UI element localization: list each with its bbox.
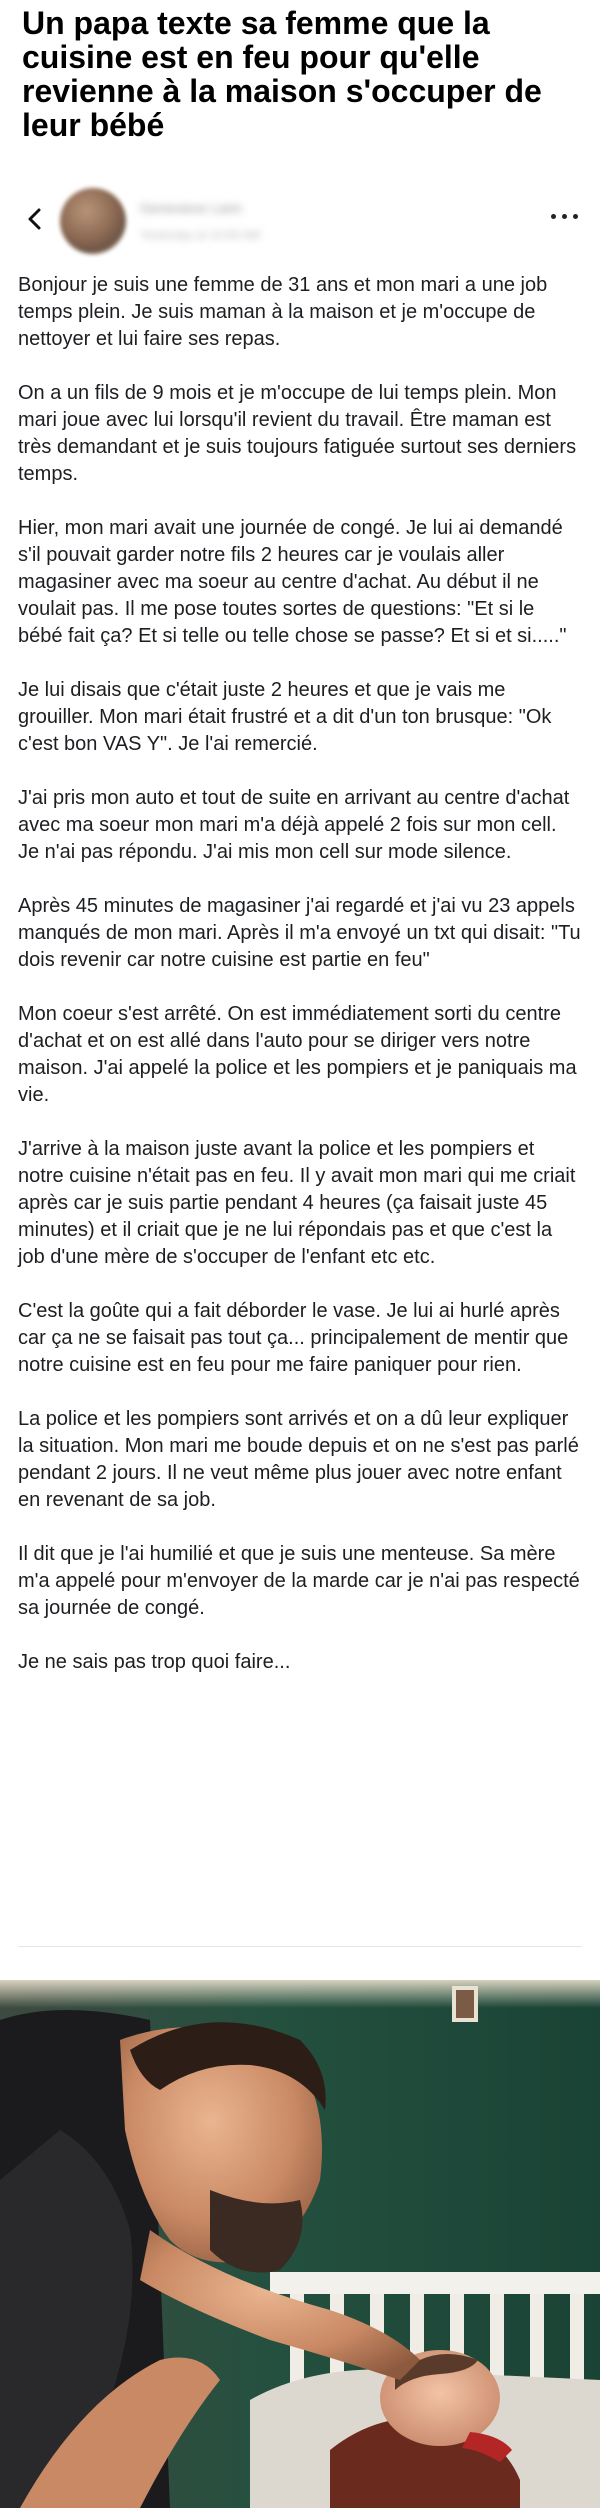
post-body — [18, 272, 582, 1676]
post-paragraph: Mon coeur s'est arrêté. On est immédiatement sorti du centre d'achat et on est allé dans l'auto pour se diriger vers notre maison. J'ai appelé la police et les pompiers et je paniquais ma vie. — [18, 1003, 577, 1106]
post-paragraph: Après 45 minutes de magasiner j'ai regardé et j'ai vu 23 appels manqués de mon mari. Après il m'a envoyé un txt qui disait: "Tu dois revenir car notre cuisine est partie en feu" — [18, 895, 581, 971]
post-paragraph: La police et les pompiers sont arrivés et on a dû leur expliquer la situation. Mon mari me boude depuis et on ne s'est pas parlé pendant 2 jours. Il ne veut même plus jouer avec notre enfant en revenant de sa job. — [18, 1408, 579, 1511]
post-paragraph: J'arrive à la maison juste avant la police et les pompiers et notre cuisine n'était pas en feu. Il y avait mon mari qui me criait après car je suis partie pendant 4 heures (ça faisait juste 45 minutes) et il criait que je ne lui répondais pas et que c'est la job d'une mère de s'occuper de l'enfant etc etc. — [18, 1138, 576, 1268]
article-headline: Un papa texte sa femme que la cuisine est en feu pour qu'elle revienne à la maison s'occuper de leur bébé — [22, 5, 542, 143]
post-paragraph: J'ai pris mon auto et tout de suite en arrivant au centre d'achat avec ma soeur mon mari m'a déjà appelé 2 fois sur mon cell. Je n'ai pas répondu. J'ai mis mon cell sur mode silence. — [18, 787, 570, 863]
post-paragraph: C'est la goûte qui a fait déborder le vase. Je lui ai hurlé après car ça ne se faisait pas tout ça... principalement de mentir que notre cuisine est en feu pour me faire paniquer pour rien. — [18, 1300, 569, 1376]
post-paragraph: Je lui disais que c'était juste 2 heures et que je vais me grouiller. Mon mari était frustré et a dit d'un ton brusque: "Ok c'est bon VAS Y". Je l'ai remercié. — [18, 679, 552, 755]
post-header — [0, 172, 600, 270]
post-paragraph: Il dit que je l'ai humilié et que je suis une menteuse. Sa mère m'a appelé pour m'envoyer de la marde car je n'ai pas respecté sa journée de congé. — [18, 1543, 580, 1619]
post-paragraph: Je ne sais pas trop quoi faire... — [18, 1651, 291, 1673]
post-paragraph: On a un fils de 9 mois et je m'occupe de lui temps plein. Mon mari joue avec lui lorsqu'il revient du travail. Être maman est très demandant et je suis toujours fatiguée surtout ses derniers temps. — [18, 382, 577, 485]
post-paragraph: Bonjour je suis une femme de 31 ans et mon mari a une job temps plein. Je suis maman à la maison et je m'occupe de nettoyer et lui faire ses repas. — [18, 274, 548, 350]
avatar[interactable] — [60, 188, 126, 254]
chevron-left-icon[interactable] — [20, 204, 50, 234]
divider — [18, 1946, 582, 1947]
father-and-baby-photo — [0, 1980, 600, 2508]
post-paragraph: Hier, mon mari avait une journée de congé. Je lui ai demandé s'il pouvait garder notre fils 2 heures car je voulais aller magasiner avec ma soeur au centre d'achat. Au début il ne voulait pas. Il me pose toutes sortes de questions: "Et si le bébé fait ça? Et si telle ou telle chose se passe? Et si et si....." — [18, 517, 567, 647]
post-timestamp: Yesterday at 10:05 AM — [140, 228, 261, 242]
author-name[interactable]: Genevieve Larin — [140, 200, 242, 216]
more-horizontal-icon[interactable] — [548, 206, 582, 228]
